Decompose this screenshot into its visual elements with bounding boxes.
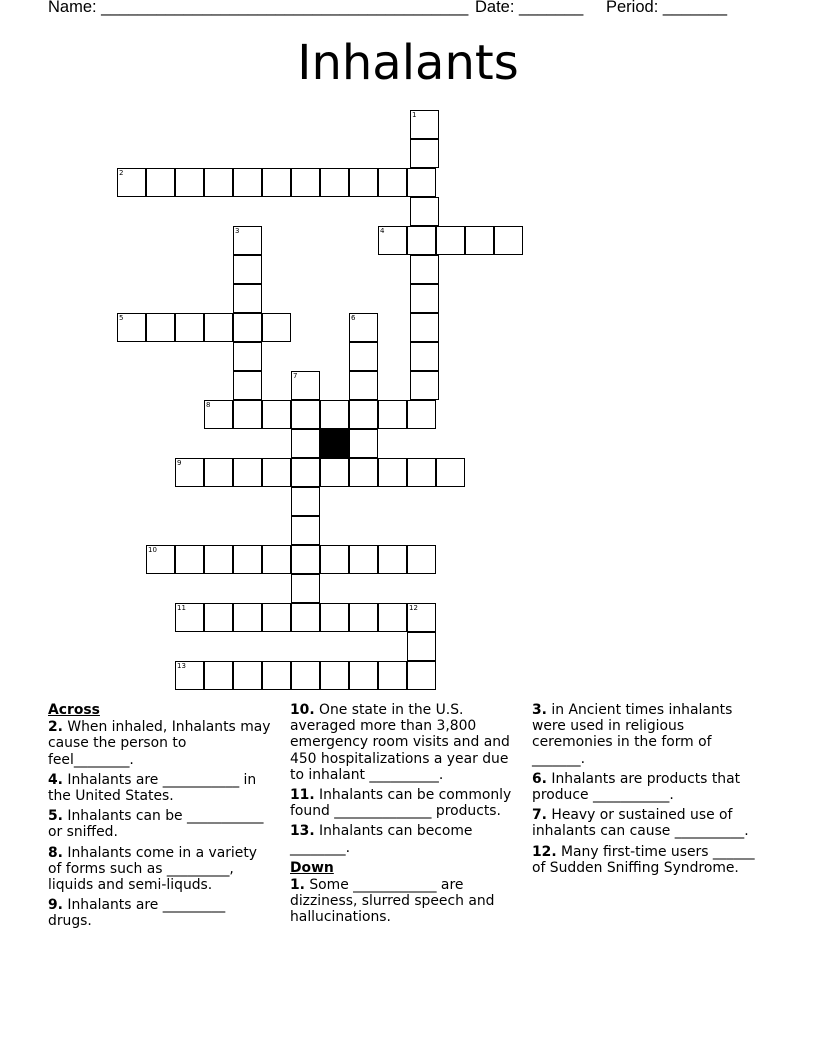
clue-number: 4 <box>380 227 385 235</box>
grid-cell[interactable] <box>378 545 407 574</box>
across-heading: Across <box>48 702 100 718</box>
grid-cell[interactable] <box>233 342 262 371</box>
grid-cell[interactable] <box>233 603 262 632</box>
grid-cell-9[interactable] <box>175 458 204 487</box>
grid-cell[interactable] <box>410 255 439 284</box>
clue-number: 5 <box>119 314 124 322</box>
puzzle-title: Inhalants <box>297 35 519 91</box>
grid-cell[interactable] <box>262 603 291 632</box>
grid-cell[interactable] <box>262 400 291 429</box>
grid-cell[interactable] <box>410 197 439 226</box>
clue-down-6: 6. Inhalants are products that produce ___________. <box>532 770 741 804</box>
grid-cell[interactable] <box>233 255 262 284</box>
clue-number: 3 <box>235 227 240 235</box>
grid-cell[interactable] <box>349 168 378 197</box>
grid-cell[interactable] <box>146 168 175 197</box>
grid-cell-11[interactable] <box>175 603 204 632</box>
grid-cell[interactable] <box>262 168 291 197</box>
clue-down-3: 3. in Ancient times inhalants were used in religious ceremonies in the form of _______. <box>532 702 733 767</box>
grid-cell[interactable] <box>407 632 436 661</box>
grid-cell-8[interactable] <box>204 400 233 429</box>
grid-cell[interactable] <box>349 545 378 574</box>
clue-across-8: 8. Inhalants come in a variety of forms such as _________, liquids and semi-liquds. <box>48 844 258 894</box>
grid-cell[interactable] <box>407 400 436 429</box>
grid-cell[interactable] <box>494 226 523 255</box>
clue-down-1: 1. Some ____________ are dizziness, slurred speech and hallucinations. <box>290 877 495 926</box>
clues-column-2 <box>290 702 526 930</box>
black-cell <box>320 429 349 458</box>
grid-cell[interactable] <box>407 545 436 574</box>
grid-cell-7[interactable] <box>291 371 320 400</box>
grid-cell[interactable] <box>204 168 233 197</box>
grid-cell[interactable] <box>378 168 407 197</box>
grid-cell[interactable] <box>378 603 407 632</box>
grid-cell[interactable] <box>320 545 349 574</box>
grid-cell-13[interactable] <box>175 661 204 690</box>
grid-cell-10[interactable] <box>146 545 175 574</box>
grid-cell[interactable] <box>291 661 320 690</box>
period-field[interactable]: Period: _______ <box>606 0 728 16</box>
grid-cell-3[interactable] <box>233 226 262 255</box>
clue-number: 6 <box>351 314 356 322</box>
grid-cell[interactable] <box>262 661 291 690</box>
grid-cell[interactable] <box>233 545 262 574</box>
grid-cell[interactable] <box>291 516 320 545</box>
clues-column-3 <box>532 702 757 880</box>
grid-cell[interactable] <box>233 168 262 197</box>
grid-cell[interactable] <box>262 313 291 342</box>
grid-cell[interactable] <box>407 661 436 690</box>
grid-cell[interactable] <box>465 226 494 255</box>
grid-cell[interactable] <box>291 574 320 603</box>
grid-cell[interactable] <box>262 545 291 574</box>
clue-number: 10 <box>148 546 157 554</box>
grid-cell-12[interactable] <box>407 603 436 632</box>
grid-cell[interactable] <box>233 313 262 342</box>
grid-cell[interactable] <box>175 313 204 342</box>
grid-cell[interactable] <box>349 371 378 400</box>
grid-cell[interactable] <box>291 603 320 632</box>
grid-cell[interactable] <box>410 284 439 313</box>
grid-cell[interactable] <box>233 458 262 487</box>
grid-cell[interactable] <box>349 342 378 371</box>
clue-across-13: 13. Inhalants can become ________. <box>290 823 473 856</box>
grid-cell[interactable] <box>410 139 439 168</box>
grid-cell[interactable] <box>262 458 291 487</box>
grid-cell[interactable] <box>407 226 436 255</box>
grid-cell[interactable] <box>349 400 378 429</box>
grid-cell[interactable] <box>349 429 378 458</box>
down-heading: Down <box>290 859 334 876</box>
clue-across-11: 11. Inhalants can be commonly found ______________ products. <box>290 787 512 820</box>
clue-number: 2 <box>119 169 124 177</box>
clue-number: 7 <box>293 372 298 380</box>
clue-across-2: 2. When inhaled, Inhalants may cause the person to feel________. <box>48 719 271 768</box>
grid-cell[interactable] <box>291 168 320 197</box>
grid-cell[interactable] <box>204 458 233 487</box>
grid-cell-1[interactable] <box>410 110 439 139</box>
clue-number: 8 <box>206 401 211 409</box>
clue-number: 1 <box>412 111 417 119</box>
clue-number: 11 <box>177 604 186 612</box>
clues-column-1 <box>48 702 273 934</box>
grid-cell[interactable] <box>349 661 378 690</box>
grid-cell[interactable] <box>291 400 320 429</box>
grid-cell[interactable] <box>407 168 436 197</box>
grid-cell[interactable] <box>320 661 349 690</box>
grid-cell[interactable] <box>410 342 439 371</box>
clue-across-4: 4. Inhalants are ___________ in the United States. <box>48 771 257 805</box>
clue-number: 12 <box>409 604 418 612</box>
grid-cell[interactable] <box>233 284 262 313</box>
grid-cell[interactable] <box>291 429 320 458</box>
clue-number: 13 <box>177 662 186 670</box>
clue-down-7: 7. Heavy or sustained use of inhalants can cause __________. <box>532 807 749 840</box>
grid-cell[interactable] <box>320 400 349 429</box>
clue-number: 9 <box>177 459 182 467</box>
date-field[interactable]: Date: _______ <box>475 0 584 16</box>
clue-across-10: 10. One state in the U.S. averaged more than 3,800 emergency room visits and and 450 hospitalizations a year due to inhalant __________. <box>290 702 510 783</box>
grid-cell[interactable] <box>291 458 320 487</box>
grid-cell[interactable] <box>291 487 320 516</box>
clue-across-9: 9. Inhalants are _________ drugs. <box>48 897 226 930</box>
grid-cell[interactable] <box>204 313 233 342</box>
grid-cell-5[interactable] <box>117 313 146 342</box>
grid-cell[interactable] <box>175 168 204 197</box>
grid-cell[interactable] <box>320 603 349 632</box>
clue-across-5: 5. Inhalants can be ___________ or sniffed. <box>48 808 264 841</box>
grid-cell[interactable] <box>378 458 407 487</box>
grid-cell[interactable] <box>204 603 233 632</box>
grid-cell[interactable] <box>175 545 204 574</box>
grid-cell[interactable] <box>146 313 175 342</box>
grid-cell-6[interactable] <box>349 313 378 342</box>
clue-down-12: 12. Many first-time users ______ of Sudden Sniffing Syndrome. <box>532 843 755 876</box>
grid-cell[interactable] <box>378 400 407 429</box>
grid-cell[interactable] <box>233 400 262 429</box>
name-field[interactable]: Name: ________________________________________ <box>48 0 469 16</box>
grid-cell[interactable] <box>410 371 439 400</box>
grid-cell[interactable] <box>320 458 349 487</box>
grid-cell[interactable] <box>407 458 436 487</box>
grid-cell[interactable] <box>233 661 262 690</box>
grid-cell[interactable] <box>204 661 233 690</box>
grid-cell-4[interactable] <box>378 226 407 255</box>
grid-cell[interactable] <box>349 603 378 632</box>
grid-cell[interactable] <box>436 458 465 487</box>
grid-cell[interactable] <box>204 545 233 574</box>
grid-cell[interactable] <box>378 661 407 690</box>
grid-cell[interactable] <box>320 168 349 197</box>
grid-cell[interactable] <box>349 458 378 487</box>
grid-cell[interactable] <box>291 545 320 574</box>
grid-cell[interactable] <box>410 313 439 342</box>
grid-cell-2[interactable] <box>117 168 146 197</box>
grid-cell[interactable] <box>436 226 465 255</box>
grid-cell[interactable] <box>233 371 262 400</box>
